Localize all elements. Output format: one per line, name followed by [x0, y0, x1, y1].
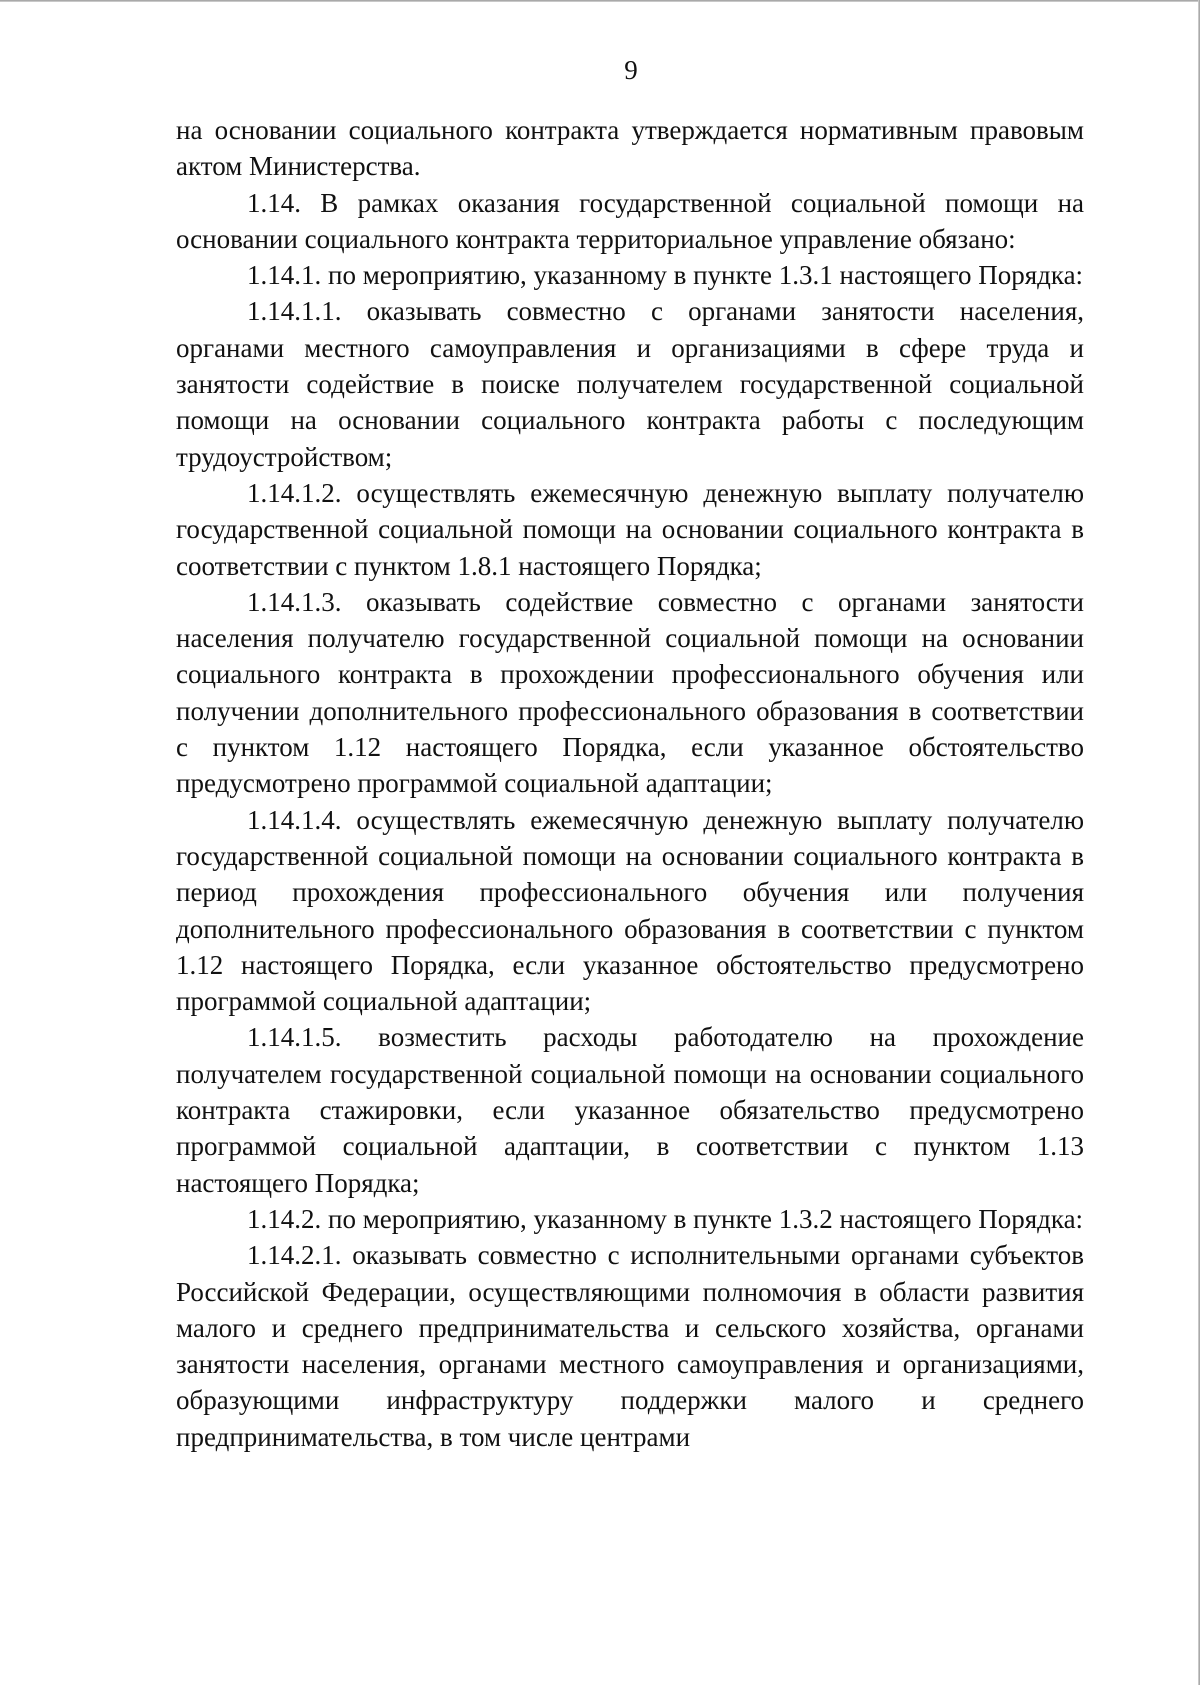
- paragraph-1-14-1-4: 1.14.1.4. осуществлять ежемесячную денежную выплату получателю государственной социальной помощи на основании социального контракта в период прохождения профессионального обучения или получения дополнительного профессионального образования в соответствии с пунктом 1.12 настоящего Порядка, если указанное обстоятельство предусмотрено программой социальной адаптации;: [176, 804, 1084, 1017]
- document-body: [176, 112, 1084, 1455]
- paragraph-1-14-2-1: 1.14.2.1. оказывать совместно с исполнительными органами субъектов Российской Федерации, осуществляющими полномочия в области развития малого и среднего предпринимательства и сельского хозяйства, органами занятости населения, органами местного самоуправления и организациями, образующими инфраструктуру поддержки малого и среднего предпринимательства, в том числе центрами: [176, 1240, 1084, 1452]
- paragraph-1-14-1-1: 1.14.1.1. оказывать совместно с органами занятости населения, органами местного самоуправления и организациями в сфере труда и занятости содействие в поиске получателем государственной социальной помощи на основании социального контракта работы с последующим трудоустройством;: [176, 296, 1084, 472]
- paragraph-1-14-1-2: 1.14.1.2. осуществлять ежемесячную денежную выплату получателю государственной социальной помощи на основании социального контракта в соответствии с пунктом 1.8.1 настоящего Порядка;: [176, 477, 1084, 581]
- paragraph-1-14-1-5: 1.14.1.5. возместить расходы работодателю на прохождение получателем государственной социальной помощи на основании социального контракта стажировки, если указанное обязательство предусмотрено программой социальной адаптации, в соответствии с пунктом 1.13 настоящего Порядка;: [176, 1022, 1084, 1198]
- paragraph-1-14-1: 1.14.1. по мероприятию, указанному в пункте 1.3.1 настоящего Порядка:: [247, 260, 1084, 291]
- paragraph-1-14-1-3: 1.14.1.3. оказывать содействие совместно с органами занятости населения получателю государственной социальной помощи на основании социального контракта в прохождении профессионального обучения или получении дополнительного профессионального образования в соответствии с пунктом 1.12 настоящего Порядка, если указанное обстоятельство предусмотрено программой социальной адаптации;: [176, 586, 1084, 799]
- page-number: 9: [624, 55, 638, 85]
- paragraph-1-14-2: 1.14.2. по мероприятию, указанному в пункте 1.3.2 настоящего Порядка:: [247, 1203, 1084, 1234]
- paragraph-1-14: 1.14. В рамках оказания государственной социальной помощи на основании социального контракта территориальное управление обязано:: [176, 187, 1084, 254]
- scan-edge-top: [0, 0, 1200, 2]
- paragraph-continuation: на основании социального контракта утверждается нормативным правовым актом Министерства.: [176, 115, 1084, 182]
